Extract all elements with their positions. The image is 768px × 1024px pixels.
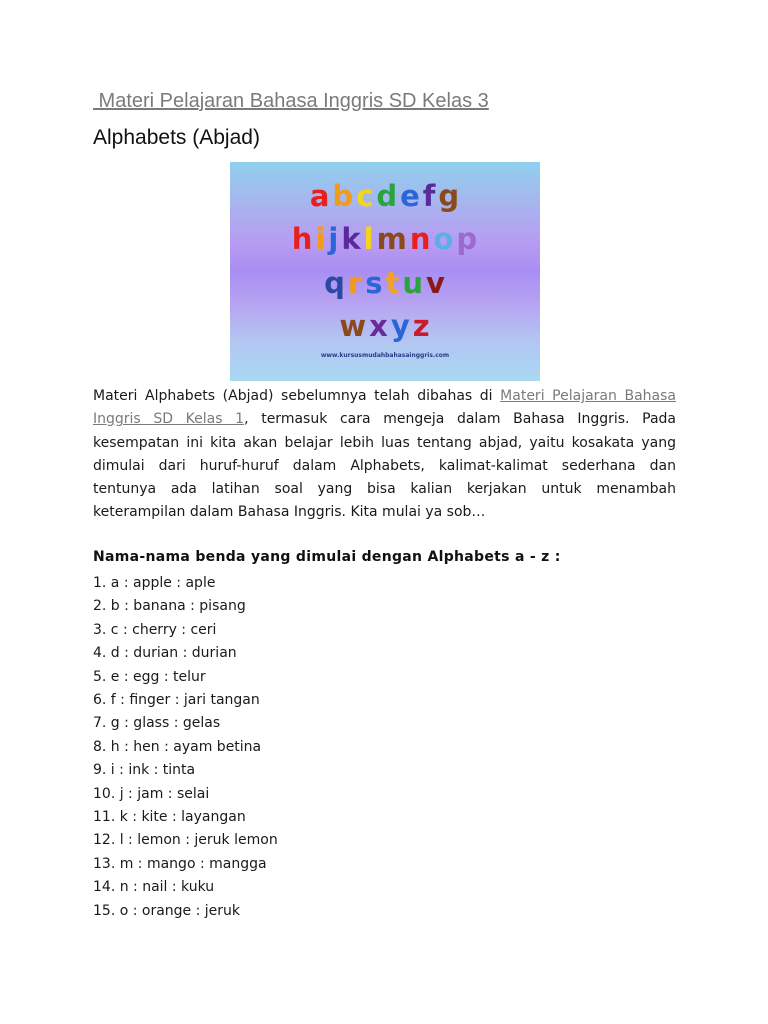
alphabet-letter: s xyxy=(365,266,384,300)
alphabet-letter: g xyxy=(438,179,461,213)
alphabet-letter: a xyxy=(309,179,331,213)
alphabet-letter: v xyxy=(425,266,446,300)
vocab-item: 4. d : durian : durian xyxy=(93,645,237,662)
alphabet-letter: j xyxy=(328,222,340,256)
vocab-item: 11. k : kite : layangan xyxy=(93,809,246,826)
alphabet-row xyxy=(230,222,540,256)
vocab-item: 6. f : finger : jari tangan xyxy=(93,692,260,709)
vocab-item: 10. j : jam : selai xyxy=(93,785,210,802)
kelas-1-link[interactable]: Materi Pelajaran Bahasa Inggris SD Kelas 1 xyxy=(93,388,676,428)
vocab-item: 5. e : egg : telur xyxy=(93,668,206,685)
alphabet-letter: x xyxy=(369,309,389,343)
alphabet-letter: r xyxy=(347,266,364,300)
alphabet-letter: e xyxy=(400,179,421,213)
alphabet-letter: b xyxy=(332,179,355,213)
image-url-watermark: www.kursusmudahbahasainggris.com xyxy=(320,352,450,359)
alphabet-letter: c xyxy=(356,179,375,213)
alphabet-letter: f xyxy=(422,179,437,213)
vocab-list xyxy=(93,572,278,923)
alphabet-letter: l xyxy=(363,222,375,256)
alphabet-image xyxy=(230,162,540,381)
alphabet-letter: i xyxy=(315,222,327,256)
alphabet-letter: u xyxy=(402,266,424,300)
intro-text-2: , termasuk cara mengeja dalam Bahasa Inggris. Pada kesempatan ini kita akan belajar lebih luas tentang abjad, yaitu kosakata yang dimulai dari huruf-huruf dalam Alphabets, kalimat-kalimat sederhana dan tentunya ada latihan soal yang bisa kalian kerjakan untuk menambah keterampilan dalam Bahasa Inggris. Kita mulai ya sob… xyxy=(93,411,677,521)
alphabet-letter: p xyxy=(456,222,479,256)
section-heading: Alphabets (Abjad) xyxy=(93,126,260,149)
alphabet-row xyxy=(230,266,540,300)
intro-paragraph xyxy=(93,385,676,525)
vocab-item: 13. m : mango : mangga xyxy=(93,855,267,872)
alphabet-letter: y xyxy=(390,309,411,343)
alphabet-row xyxy=(230,179,540,213)
vocab-item: 7. g : glass : gelas xyxy=(93,715,221,732)
vocab-item: 2. b : banana : pisang xyxy=(93,598,246,615)
title-link[interactable]: Materi Pelajaran Bahasa Inggris SD Kelas 3 xyxy=(93,90,489,112)
alphabet-letter: h xyxy=(291,222,314,256)
alphabet-letter: q xyxy=(324,266,346,300)
alphabet-letter: k xyxy=(341,222,362,256)
vocab-item: 12. l : lemon : jeruk lemon xyxy=(93,832,278,849)
vocab-item: 8. h : hen : ayam betina xyxy=(93,738,262,755)
vocab-item: 3. c : cherry : ceri xyxy=(93,621,217,638)
alphabet-letter: t xyxy=(385,266,401,300)
alphabet-letter: d xyxy=(376,179,399,213)
alphabet-letter: n xyxy=(409,222,432,256)
vocab-item: 1. a : apple : aple xyxy=(93,575,216,591)
alphabet-letter: o xyxy=(433,222,455,256)
alphabet-letter: z xyxy=(412,309,431,343)
list-heading: Nama-nama benda yang dimulai dengan Alphabets a - z : xyxy=(93,549,561,565)
intro-text-1: Materi Alphabets (Abjad) sebelumnya telah dibahas di xyxy=(93,388,501,404)
alphabet-row xyxy=(230,309,540,343)
alphabet-letter: m xyxy=(376,222,408,256)
alphabet-letter: w xyxy=(339,309,368,343)
vocab-item: 9. i : ink : tinta xyxy=(93,762,196,779)
vocab-item: 14. n : nail : kuku xyxy=(93,879,215,896)
vocab-item: 15. o : orange : jeruk xyxy=(93,902,241,919)
